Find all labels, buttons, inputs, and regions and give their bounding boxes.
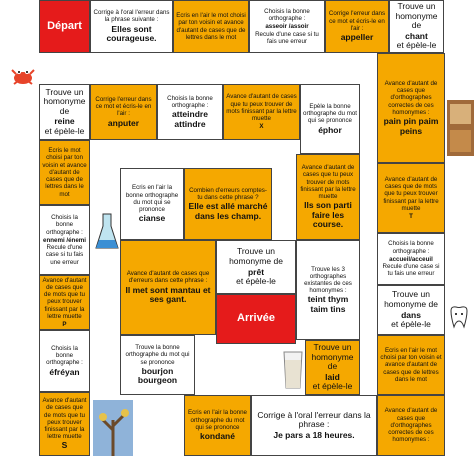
cell-r1-3[interactable] xyxy=(157,84,223,140)
cell-text: Avance d'autant de cases que de mots que tu peux trouver finissant par la lettre muette xyxy=(42,276,87,320)
cell-mid6[interactable] xyxy=(305,340,360,395)
cell-left2[interactable] xyxy=(39,205,90,275)
cell-mid2[interactable] xyxy=(296,240,360,340)
cell-text: Corrige l'erreur dans ce mot et écris-le en l'air : xyxy=(328,10,386,32)
cell-text: Avance d'autant de cases que tu peux trouver de mots finissant par la lettre muette xyxy=(226,93,297,123)
cell-bot3[interactable] xyxy=(377,395,445,456)
cell-text: Trouve un homonyme de xyxy=(229,246,283,266)
cell-answer: P xyxy=(62,321,67,329)
photo-icon xyxy=(447,100,474,156)
cell-answer: X xyxy=(259,123,264,131)
cell-right1[interactable] xyxy=(377,53,445,163)
cell-mid7[interactable] xyxy=(377,285,445,335)
cell-suffix: et épèle-le xyxy=(236,276,276,287)
cell-r1-5[interactable] xyxy=(300,84,360,154)
cell-answer: Je pars a 18 heures. xyxy=(273,429,355,440)
cell-text: Ecris en l'air la bonne orthographe du mot qui se prononce xyxy=(125,184,179,213)
cell-text: Choisis la bonne orthographe : xyxy=(46,214,83,236)
cell-text: Epèle la bonne orthographe du mot qui se prononce xyxy=(303,102,358,125)
cell-top1[interactable] xyxy=(90,0,173,53)
cell-r1-1[interactable] xyxy=(39,84,90,140)
cell-text: Trouve un homonyme de xyxy=(384,289,438,309)
cell-text: Avance d'autant de cases que d'orthographes correctes de ces homonymes : xyxy=(384,79,438,116)
cell-answer: reine xyxy=(54,116,75,127)
cell-bot2[interactable] xyxy=(251,395,377,456)
cell-mid3[interactable] xyxy=(377,233,445,285)
cell-left4[interactable] xyxy=(39,330,90,392)
cell-answer: kondané xyxy=(200,431,235,441)
cell-answer: atteindre attindre xyxy=(172,109,208,129)
cell-suffix: et épèle-le xyxy=(312,381,353,392)
cell-text: Trouve les 3 orthographes existantes de ces homonymes : xyxy=(304,265,352,295)
cell-extra: Recule d'une case si tu fais une erreur xyxy=(382,263,440,278)
finish-label: Arrivée xyxy=(237,312,275,325)
cell-text: Trouve la bonne orthographe du mot qui se prononce xyxy=(125,344,190,366)
cell-in1[interactable] xyxy=(120,168,184,240)
cell-extra: Recule d'une case si tu fais une erreur xyxy=(45,244,84,266)
cell-text: Choisis la bonne orthographe : xyxy=(46,344,83,367)
cell-answer: ennemi /énemi xyxy=(43,236,86,244)
cell-suffix: et épèle-le xyxy=(391,319,431,330)
cell-text: Ecris en l'air le mot choisi par ton voisin et avance d'autant de cases que de lettres dans le mot xyxy=(176,12,246,41)
cell-text: Trouve un homonyme de xyxy=(311,342,354,372)
cell-answer: Il met sont mantau et ses gant. xyxy=(125,284,211,305)
cell-answer: bourjon bourgeon xyxy=(137,365,178,386)
cell-top4[interactable] xyxy=(325,0,389,53)
cell-answer: laid xyxy=(325,371,340,382)
cell-right2[interactable] xyxy=(377,335,445,395)
cell-text: Avance d'autant de cases que de mots que tu peux trouver finissant par la lettre muette xyxy=(42,397,87,441)
cell-answer: cianse xyxy=(138,213,166,224)
cell-in3[interactable] xyxy=(296,154,360,240)
cell-mid5[interactable] xyxy=(120,335,195,395)
cell-left3[interactable] xyxy=(39,275,90,330)
cell-answer: S xyxy=(61,440,68,451)
cell-suffix: et épèle-le xyxy=(44,125,85,136)
cell-text: Choisis la bonne orthographe : xyxy=(264,7,310,23)
cell-top3[interactable] xyxy=(249,0,325,53)
cell-mid1[interactable] xyxy=(216,240,296,294)
cell-text: Avance d'autant de cases que d'orthographes correctes de ces homonymes : xyxy=(384,407,438,444)
cell-text: Avance d'autant de cases que de mots que tu peux trouver finissant par la lettre muette xyxy=(383,175,439,212)
cell-answer: éphor xyxy=(318,124,342,135)
cell-text: Avance d'autant de cases que d'erreurs dans cette phrase : xyxy=(126,270,210,285)
cell-answer: prêt xyxy=(247,266,265,277)
crab-icon xyxy=(8,60,38,90)
photo-icon xyxy=(93,400,133,456)
cell-answer: teint thym taim tins xyxy=(307,294,349,314)
cell-answer: pain pin paim peins xyxy=(383,115,439,136)
cell-text: Combien d'erreurs comptes-tu dans cette phrase ? xyxy=(189,186,267,201)
cell-answer: Elles sont courageuse. xyxy=(106,23,157,44)
cell-text: Ecris en l'air le mot choisi par ton voisin et avance d'autant de cases que de lettres dans le mot xyxy=(380,346,442,383)
cell-mid4[interactable] xyxy=(120,240,216,335)
cell-suffix: et épèle-le xyxy=(396,40,437,51)
cell-top5[interactable] xyxy=(389,0,444,53)
cell-bot1[interactable] xyxy=(184,395,251,456)
cell-answer: accueil/acceuil xyxy=(389,255,433,263)
cell-r1-4[interactable] xyxy=(223,84,300,140)
tooth-icon xyxy=(448,305,470,329)
cell-text: Corrige à l'oral l'erreur dans la phrase : xyxy=(257,409,371,430)
start-label: Départ xyxy=(47,19,82,32)
start-cell[interactable] xyxy=(39,0,90,53)
cell-text: Choisis la bonne orthographe : xyxy=(388,240,434,255)
cell-top2[interactable] xyxy=(173,0,249,53)
flask-icon xyxy=(94,212,120,252)
cell-answer: chant xyxy=(405,30,428,41)
cell-text: Ecris le mot choisi par ton voisin et avance d'autant de cases que de lettres dans le mot xyxy=(42,147,87,198)
cell-text: Trouve un homonyme de xyxy=(43,86,86,116)
cell-text: Trouve un homonyme de xyxy=(395,1,438,31)
cell-text: Choisis la bonne orthographe : xyxy=(167,94,213,109)
cell-in4[interactable] xyxy=(377,163,445,233)
cell-answer: Ils son parti faire les course. xyxy=(304,200,352,230)
cell-answer: anputer xyxy=(107,117,140,128)
glass-icon xyxy=(282,350,304,390)
cell-text: Corrige à l'oral l'erreur dans la phrase suivante : xyxy=(93,9,170,24)
cell-answer: appeller xyxy=(340,32,374,42)
cell-answer: dans xyxy=(401,309,421,320)
cell-text: Ecris en l'air la bonne orthographe du mot qui se prononce xyxy=(188,409,247,431)
cell-left1[interactable] xyxy=(39,140,90,205)
cell-in2[interactable] xyxy=(184,168,272,240)
cell-left5[interactable] xyxy=(39,392,90,456)
finish-cell[interactable] xyxy=(216,294,296,344)
cell-answer: T xyxy=(409,212,413,220)
cell-answer: éfréyan xyxy=(49,366,80,377)
cell-extra: Recule d'une case si tu fais une erreur xyxy=(255,30,319,45)
cell-text: Avance d'autant de cases que tu peux trouver de mots finissant par la lettre muette xyxy=(300,164,356,200)
cell-answer: asseoir /assoir xyxy=(265,23,309,31)
cell-text: Corrige l'erreur dans ce mot et écris-le en l'air : xyxy=(95,95,152,118)
cell-r1-2[interactable] xyxy=(90,84,157,140)
cell-answer: Elle est allé marché dans les champ. xyxy=(188,201,268,221)
